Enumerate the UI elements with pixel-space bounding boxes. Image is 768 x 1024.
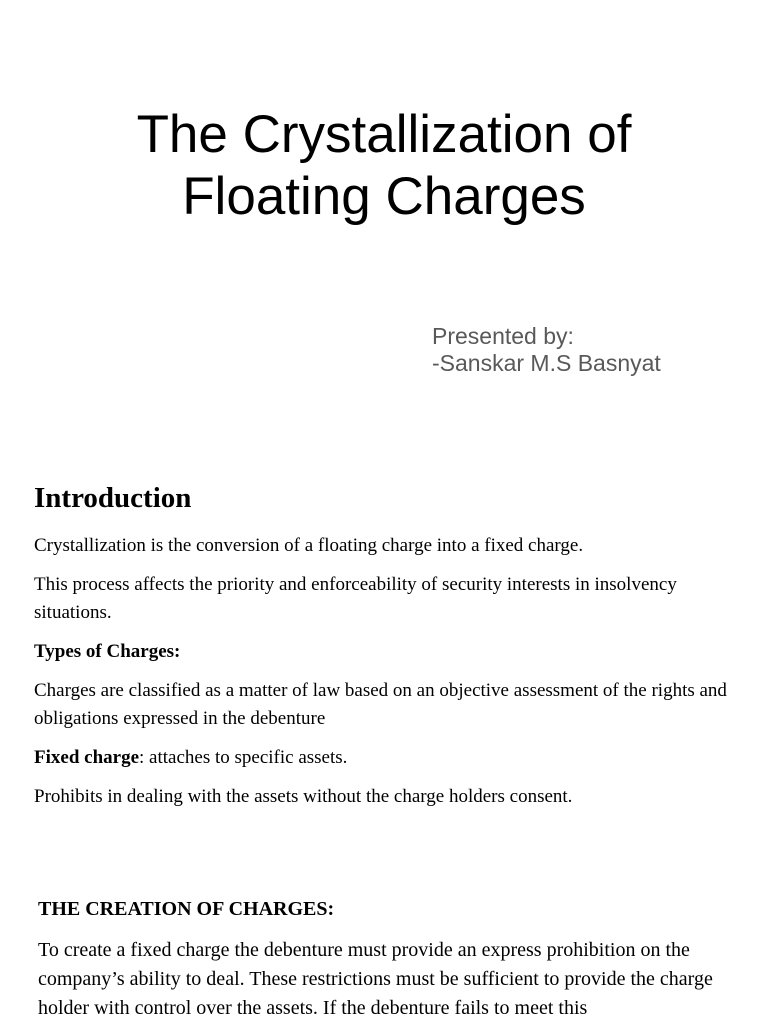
classification-paragraph: Charges are classified as a matter of law based on an objective assessment of the rights and obligations expressed in the debenture: [34, 680, 727, 729]
creation-section: [38, 894, 743, 1023]
introduction-heading: Introduction: [34, 482, 192, 514]
fixed-charge-paragraph: [34, 744, 734, 772]
title-slide: [0, 0, 768, 440]
fixed-charge-term: Fixed charge: [34, 747, 140, 768]
creation-heading: THE CREATION OF CHARGES:: [38, 898, 335, 920]
types-of-charges-paragraph: [34, 638, 734, 666]
crystallization-definition: Crystallization is the conversion of a floating charge into a fixed charge.: [34, 535, 584, 556]
fixed-charge-definition: : attaches to specific assets.: [139, 747, 348, 768]
types-of-charges-heading: Types of Charges:: [34, 641, 181, 662]
introduction-section: [34, 480, 734, 822]
deck-title: [60, 104, 708, 228]
prohibition-paragraph: Prohibits in dealing with the assets without the charge holders consent.: [34, 786, 573, 807]
presenter-block: [432, 323, 661, 377]
presenter-name: -Sanskar M.S Basnyat: [432, 350, 661, 376]
presented-by-label: Presented by:: [432, 323, 574, 349]
priority-paragraph: This process affects the priority and enforceability of security interests in insolvency situations.: [34, 574, 677, 623]
deck-title-line-1: The Crystallization of: [136, 105, 632, 164]
deck-title-line-2: Floating Charges: [182, 167, 586, 226]
creation-body: To create a fixed charge the debenture must provide an express prohibition on the company’s ability to deal. These restrictions must be sufficient to provide the charge holder with control over the assets. If the debenture fails to meet this: [38, 939, 713, 1019]
